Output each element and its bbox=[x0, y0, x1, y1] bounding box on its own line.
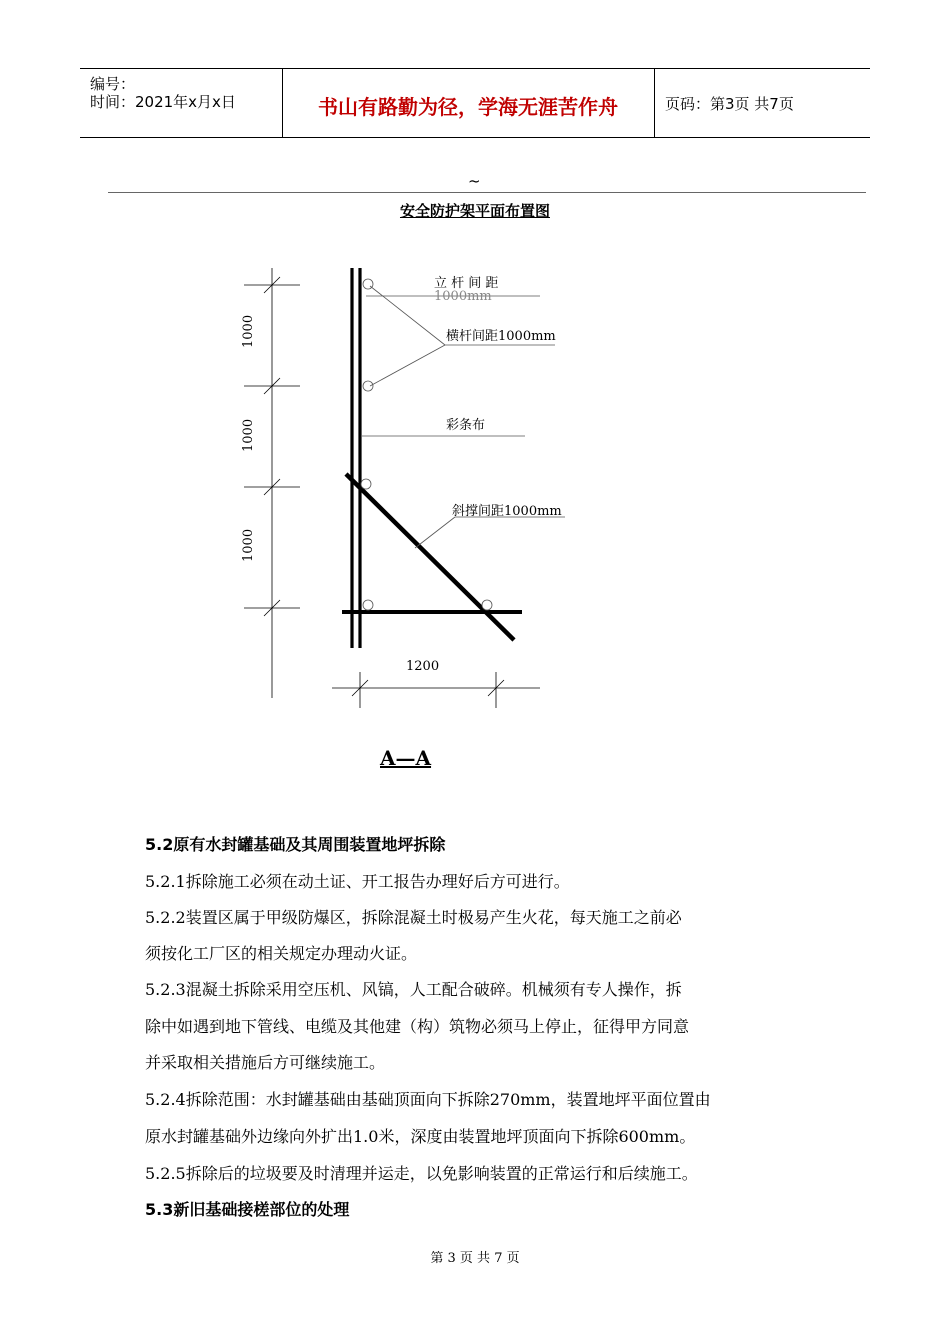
color-cloth-label: 彩条布 bbox=[446, 418, 486, 433]
document-time-label: 时间：2021年x月x日 bbox=[90, 93, 236, 111]
crossbar-spacing-label: 横杆间距1000mm bbox=[446, 329, 556, 344]
diagonal-brace bbox=[346, 474, 514, 640]
paragraph-line: 5.2.3混凝土拆除采用空压机、风镐，人工配合破碎。机械须有专人操作，拆 bbox=[145, 980, 682, 999]
paragraph-line: 原水封罐基础外边缘向外扩出1.0米，深度由装置地坪顶面向下拆除600mm。 bbox=[145, 1127, 696, 1146]
dimension-label-2: 1000 bbox=[241, 418, 256, 452]
upright-spacing-value-cut: 1000mm bbox=[434, 289, 492, 304]
section-label: A—A bbox=[380, 746, 432, 770]
document-number-label: 编号： bbox=[90, 75, 136, 93]
paragraph-line: 5.2.1拆除施工必须在动土证、开工报告办理好后方可进行。 bbox=[145, 872, 570, 891]
paragraph-line: 5.2.5拆除后的垃圾要及时清理并运走，以免影响装置的正常运行和后续施工。 bbox=[145, 1164, 698, 1183]
paragraph-line: 除中如遇到地下管线、电缆及其他建（构）筑物必须马上停止，征得甲方同意 bbox=[145, 1017, 690, 1036]
paragraph-line: 须按化工厂区的相关规定办理动火证。 bbox=[145, 944, 418, 963]
header-motto: 书山有路勤为径，学海无涯苦作舟 bbox=[318, 95, 618, 119]
upright-posts bbox=[352, 268, 360, 648]
horizontal-dimension-line bbox=[332, 672, 540, 708]
width-dimension-label: 1200 bbox=[406, 659, 440, 674]
page-code-label: 页码：第3页 共7页 bbox=[665, 95, 794, 113]
dimension-label-1: 1000 bbox=[241, 314, 256, 348]
tilde-mark: ~ bbox=[468, 172, 481, 190]
section-heading-5-3: 5.3新旧基础接槎部位的处理 bbox=[145, 1200, 350, 1219]
paragraph-line: 5.2.4拆除范围：水封罐基础由基础顶面向下拆除270mm，装置地坪平面位置由 bbox=[145, 1090, 711, 1109]
paragraph-line: 5.2.2装置区属于甲级防爆区，拆除混凝土时极易产生火花，每天施工之前必 bbox=[145, 908, 682, 927]
page-footer: 第 3 页 共 7 页 bbox=[430, 1251, 520, 1266]
upright-spacing-label: 立 杆 间 距 bbox=[434, 276, 499, 291]
dimension-label-3: 1000 bbox=[241, 528, 256, 562]
paragraph-line: 并采取相关措施后方可继续施工。 bbox=[145, 1053, 386, 1072]
section-heading-5-2: 5.2原有水封罐基础及其周围装置地坪拆除 bbox=[145, 835, 446, 854]
figure-title: 安全防护架平面布置图 bbox=[399, 202, 550, 220]
brace-spacing-label: 斜撑间距1000mm bbox=[452, 504, 562, 519]
